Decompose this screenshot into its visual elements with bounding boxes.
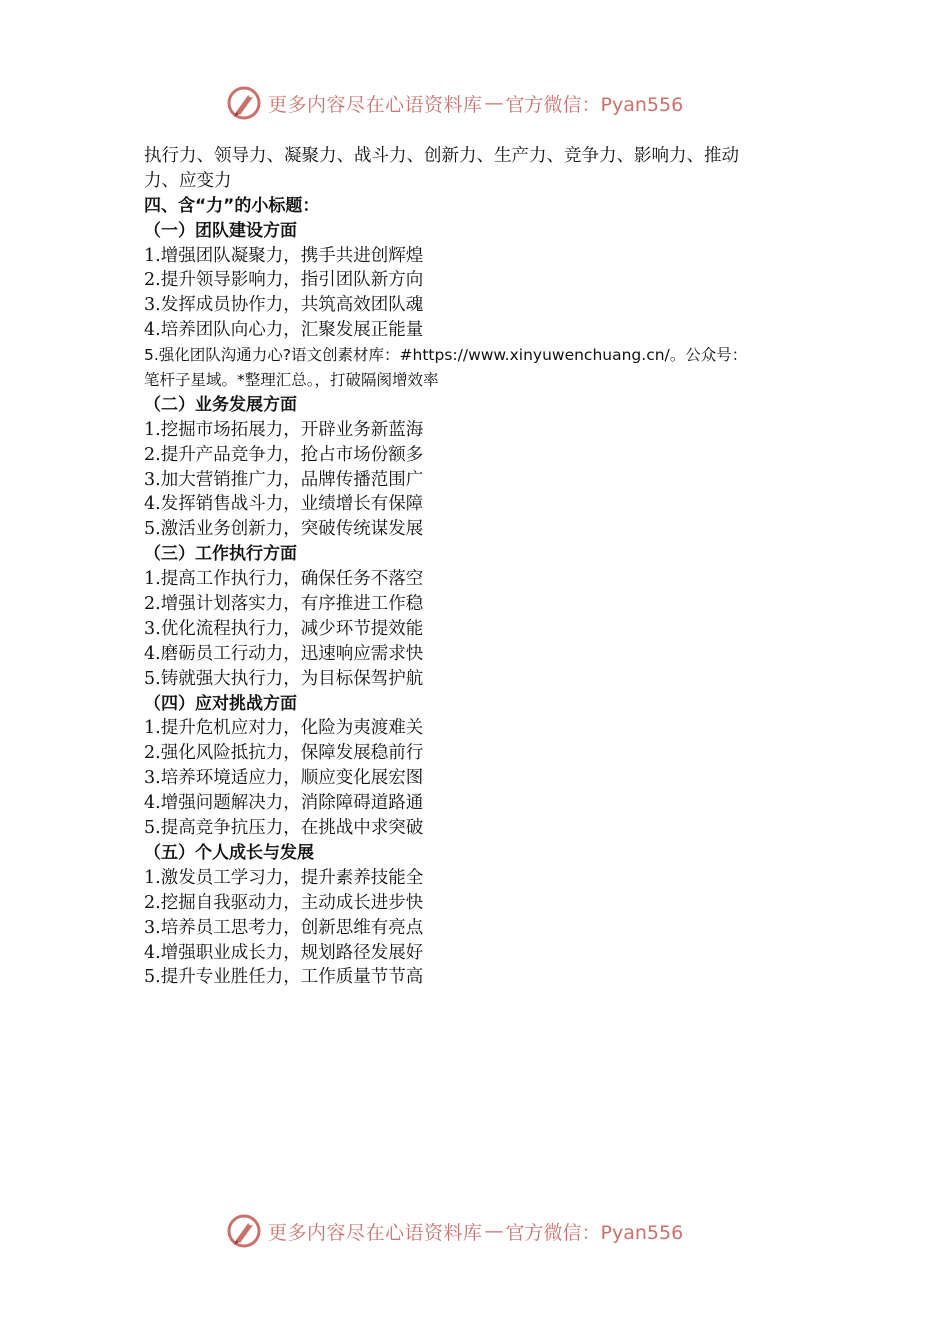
banner-separator: — [484, 1220, 504, 1242]
text-line: 力、应变力 [144, 170, 232, 191]
text-line: 1.提高工作执行力，确保任务不落空 [144, 569, 424, 590]
text-line: 4.增强问题解决力，消除障碍道路通 [144, 793, 424, 814]
footer-banner [226, 1211, 746, 1251]
text-line: 2.增强计划落实力，有序推进工作稳 [144, 594, 424, 615]
text-line: 5.提高竞争抗压力，在挑战中求突破 [144, 818, 424, 839]
text-line: 5.激活业务创新力，突破传统谋发展 [144, 519, 424, 540]
section-heading: （四）应对挑战方面 [144, 693, 297, 714]
text-line: 笔杆子星域。*整理汇总。，打破隔阂增效率 [144, 371, 439, 390]
text-line: 5.铸就强大执行力，为目标保驾护航 [144, 668, 424, 689]
section-heading: 四、含“力”的小标题： [144, 195, 320, 216]
pen-logo-icon [226, 1213, 262, 1249]
text-line: 5.提升专业胜任力，工作质量节节高 [144, 967, 424, 988]
text-line: 3.优化流程执行力，减少环节提效能 [144, 618, 424, 639]
text-line: 执行力、领导力、凝聚力、战斗力、创新力、生产力、竞争力、影响力、推动 [144, 146, 739, 166]
text-line: 3.发挥成员协作力，共筑高效团队魂 [144, 295, 424, 316]
text-line: 5.强化团队沟通力心?语文创素材库：#https://www.xinyuwenchuang.cn/。公众号： [144, 346, 748, 365]
banner-contact: 官方微信：Pyan556 [505, 93, 684, 116]
text-line: 1.提升危机应对力，化险为夷渡难关 [144, 718, 424, 739]
text-line: 2.强化风险抵抗力，保障发展稳前行 [144, 743, 424, 764]
text-line: 1.增强团队凝聚力，携手共进创辉煌 [144, 245, 424, 266]
banner-separator: — [484, 92, 504, 114]
section-heading: （二）业务发展方面 [144, 394, 297, 415]
banner-title: 更多内容尽在心语资料库 [268, 93, 483, 116]
text-line: 4.磨砺员工行动力，迅速响应需求快 [144, 643, 424, 664]
header-banner [226, 83, 746, 123]
text-line: 3.培养员工思考力，创新思维有亮点 [144, 917, 424, 938]
text-line: 4.增强职业成长力，规划路径发展好 [144, 942, 424, 963]
text-line: 1.挖掘市场拓展力，开辟业务新蓝海 [144, 419, 424, 440]
text-line: 2.提升产品竞争力，抢占市场份额多 [144, 444, 424, 465]
section-heading: （一）团队建设方面 [144, 220, 297, 241]
banner-title: 更多内容尽在心语资料库 [268, 1221, 483, 1244]
text-line: 3.加大营销推广力，品牌传播范围广 [144, 469, 424, 490]
text-line: 4.发挥销售战斗力，业绩增长有保障 [144, 494, 424, 515]
section-heading: （三）工作执行方面 [144, 544, 297, 565]
pen-logo-icon [226, 85, 262, 121]
text-line: 1.激发员工学习力，提升素养技能全 [144, 867, 424, 888]
section-heading: （五）个人成长与发展 [144, 842, 314, 863]
text-line: 2.提升领导影响力，指引团队新方向 [144, 270, 424, 291]
text-line: 2.挖掘自我驱动力，主动成长进步快 [144, 892, 424, 913]
banner-contact: 官方微信：Pyan556 [505, 1221, 684, 1244]
document-body [144, 144, 814, 990]
text-line: 3.培养环境适应力，顺应变化展宏图 [144, 768, 424, 789]
text-line: 4.培养团队向心力，汇聚发展正能量 [144, 320, 424, 341]
